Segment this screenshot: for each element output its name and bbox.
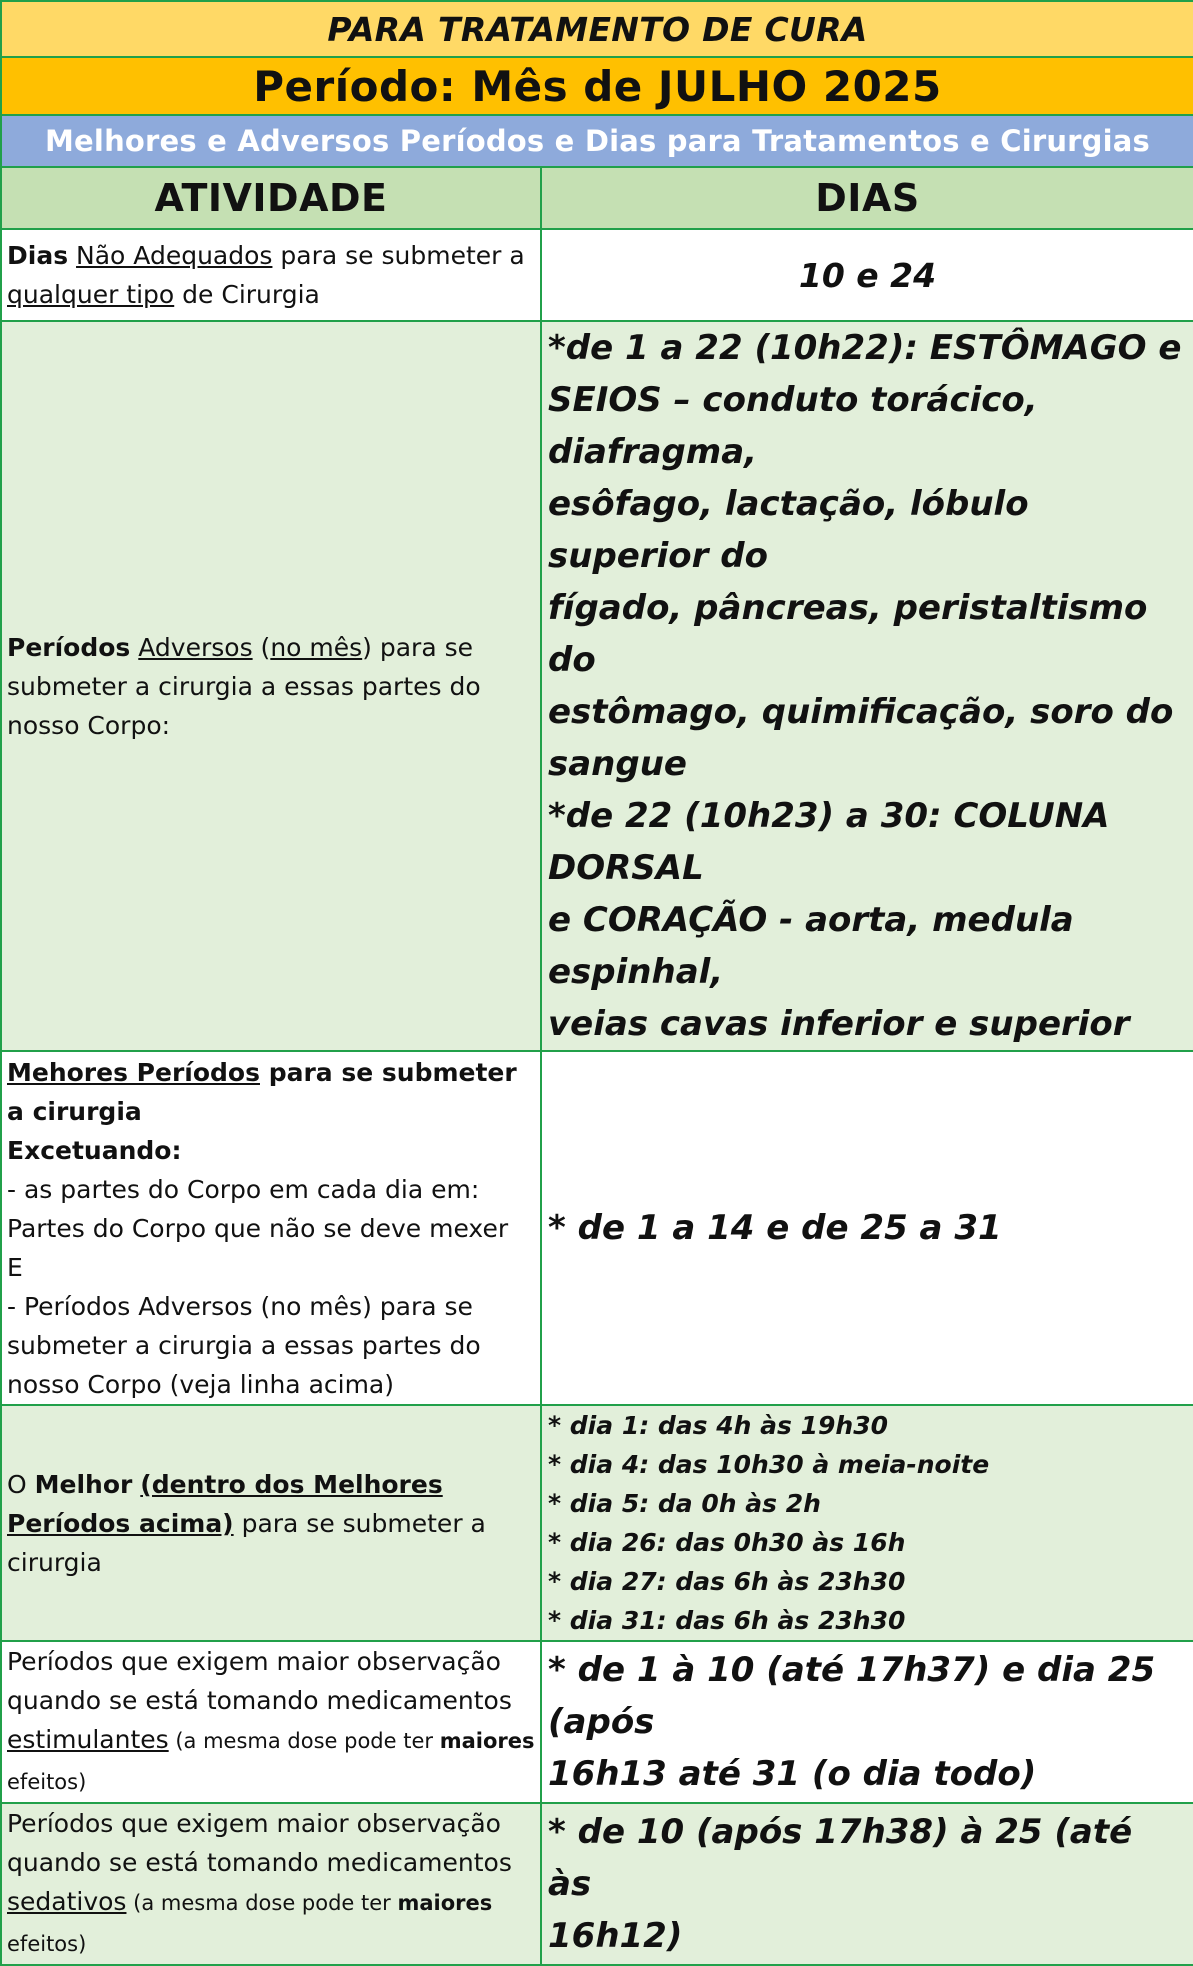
days-cell [541,1641,1193,1803]
days-line: SEIOS – conduto torácico, diafragma, [548,380,1038,472]
days-line: *de 1 a 22 (10h22): ESTÔMAGO e [548,328,1182,368]
activity-text: para se submeter a [272,241,525,270]
activity-line: nosso Corpo (veja linha acima) [7,1369,394,1399]
table-row [1,229,1193,321]
subtitle: Melhores e Adversos Períodos e Dias para Tratamentos e Cirurgias [45,124,1151,158]
days-line: *de 22 (10h23) a 30: COLUNA DORSAL [548,796,1110,888]
activity-text: ( [252,632,271,662]
days-line: esôfago, lactação, lóbulo superior do [548,484,1029,576]
period-heading: Período: Mês de JULHO 2025 [253,61,942,111]
column-header-row [1,167,1193,229]
activity-text-bold: Dias [7,241,69,270]
activity-cell [1,1405,541,1641]
days-line: * dia 31: das 6h às 23h30 [548,1606,906,1635]
activity-text: para se submeter a cirurgia [7,1508,486,1577]
activity-text-bold-underlined: (dentro dos Melhores Períodos acima) [7,1469,443,1538]
days-value: 10 e 24 [798,255,937,295]
activity-cell [1,321,541,1051]
activity-text-underlined: sedativos [7,1887,127,1916]
activity-line: submeter a cirurgia a essas partes do [7,1330,481,1360]
period-cell [1,57,1193,115]
activity-line: - Períodos Adversos (no mês) para se [7,1291,473,1321]
days-line: * dia 5: da 0h às 2h [548,1489,821,1518]
days-line: veias cavas inferior e superior [548,1004,1130,1044]
days-cell [541,229,1193,321]
activity-text-underlined: qualquer tipo [7,280,175,309]
activity-text-small: efeitos) [7,1770,87,1794]
subtitle-row [1,115,1193,167]
activity-text-bold: Períodos [7,632,131,662]
days-value: * de 1 a 14 e de 25 a 31 [548,1208,1002,1248]
activity-text: ) para se submeter a cirurgia a essas partes do nosso Corpo: [7,632,481,740]
activity-text-small: (a mesma dose pode ter [168,1729,440,1753]
days-line: * de 10 (após 17h38) à 25 (até às [548,1812,1133,1904]
activity-text-underlined: no mês [270,632,363,662]
column-header-days-label: DIAS [815,176,920,220]
table-row [1,1405,1193,1641]
activity-text: O [7,1469,35,1499]
activity-cell [1,1051,541,1405]
days-line: sangue [548,744,687,784]
activity-text-underlined: Não Adequados [76,241,273,270]
activity-text: de Cirurgia [174,280,320,309]
days-line: * dia 4: das 10h30 à meia-noite [548,1450,990,1479]
table-row [1,321,1193,1051]
days-line: * de 1 à 10 (até 17h37) e dia 25 (após [548,1650,1156,1742]
activity-text-small-bold: maiores [397,1891,493,1915]
activity-text-bold: Excetuando: [7,1135,182,1165]
column-header-days [541,167,1193,229]
activity-text-small: efeitos) [7,1932,87,1956]
subtitle-cell [1,115,1193,167]
title-cell [1,1,1193,57]
days-line: fígado, pâncreas, peristaltismo do [548,588,1148,680]
table-row [1,1051,1193,1405]
activity-text-underlined: Adversos [138,632,253,662]
activity-text: Períodos que exigem maior observação quando se está tomando medicamentos [7,1809,512,1877]
activity-cell [1,229,541,321]
activity-text-small: (a mesma dose pode ter [126,1891,398,1915]
days-cell [541,1051,1193,1405]
activity-text-small-bold: maiores [439,1729,535,1753]
activity-cell [1,1641,541,1803]
activity-cell [1,1803,541,1965]
column-header-activity-label: ATIVIDADE [154,176,388,220]
period-row [1,57,1193,115]
days-line: 16h12) [548,1916,683,1956]
days-line: estômago, quimificação, soro do [548,692,1174,732]
days-line: * dia 27: das 6h às 23h30 [548,1567,906,1596]
activity-line: - as partes do Corpo em cada dia em: [7,1174,480,1204]
activity-text-bold: para se submeter a cirurgia [7,1057,517,1126]
days-line: 16h13 até 31 (o dia todo) [548,1754,1037,1794]
activity-text [68,241,76,270]
days-cell [541,1405,1193,1641]
activity-text-bold: Melhor [34,1469,133,1499]
days-line: * dia 26: das 0h30 às 16h [548,1528,906,1557]
days-line: e CORAÇÃO - aorta, medula espinhal, [548,900,1074,992]
page-title: PARA TRATAMENTO DE CURA [327,9,868,49]
activity-line: Partes do Corpo que não se deve mexer [7,1213,509,1243]
title-row [1,1,1193,57]
days-cell [541,1803,1193,1965]
table-row [1,1641,1193,1803]
days-line: * dia 1: das 4h às 19h30 [548,1411,888,1440]
column-header-activity [1,167,541,229]
table-row [1,1803,1193,1965]
activity-text: Períodos que exigem maior observação quando se está tomando medicamentos [7,1647,512,1715]
activity-line: E [7,1252,23,1282]
activity-text-bold-underlined: Mehores Períodos [7,1057,260,1087]
days-cell [541,321,1193,1051]
activity-text-underlined: estimulantes [7,1725,169,1754]
